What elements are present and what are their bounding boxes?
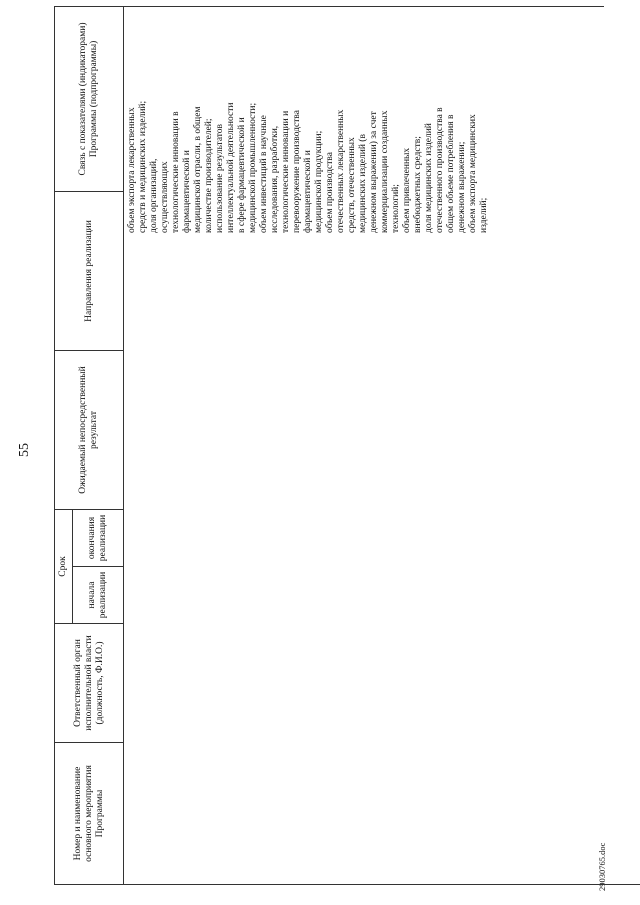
header-indicators: Связь с показателями (индикаторами) Программы (подпрограммы) [78, 22, 99, 176]
indicator-line: осуществляющих [160, 161, 170, 233]
indicator-line: внебюджетных средств; [413, 136, 423, 233]
indicators-text [127, 11, 490, 233]
header-term-start: начала реализации [87, 571, 108, 619]
indicator-line: технологий; [391, 184, 401, 233]
indicator-line: медицинской продукции; [314, 130, 324, 233]
indicator-line: фармацевтической и [182, 150, 192, 233]
indicator-line: отечественных лекарственных [336, 109, 346, 233]
indicator-line: медицинской отрасли, в общем [193, 106, 203, 233]
indicator-line: фармацевтической и [303, 150, 313, 233]
indicator-line: использование результатов [215, 123, 225, 233]
indicator-line: денежном выражении) за счет [369, 111, 379, 233]
document-filename: 29030765.doc [597, 842, 607, 891]
indicator-line: общем объеме потребления в [446, 114, 456, 233]
page-number: 55 [17, 443, 32, 457]
indicator-line: объем привлеченных [402, 147, 412, 233]
indicator-line: количестве производителей; [204, 118, 214, 233]
table-right-border [54, 6, 604, 7]
indicator-line: объем экспорта лекарственных [127, 107, 137, 233]
indicator-line: перевооружение производства [292, 110, 302, 233]
indicator-line: медицинской промышленности; [248, 102, 258, 233]
header-bottom-border [123, 7, 124, 885]
indicator-line: в сфере фармацевтической и [237, 117, 247, 233]
table-left-border [54, 884, 640, 885]
indicator-line: медицинских изделий (в [358, 134, 368, 233]
header-directions: Направления реализации [83, 220, 94, 322]
indicator-line: доля медицинских изделий [424, 123, 434, 233]
indicator-line: средств, отечественных [347, 137, 357, 233]
indicator-line: средств и медицинских изделий; [138, 100, 148, 233]
header-term-end: окончания реализации [87, 514, 108, 562]
indicator-line: технологические инновации в [171, 111, 181, 233]
indicator-line: объем инвестиций в научные [259, 115, 269, 233]
indicator-line: денежном выражении; [457, 141, 467, 233]
header-term: Срок [58, 556, 68, 577]
indicator-line: отечественного производства в [435, 107, 445, 233]
indicator-line: объем производства [325, 152, 335, 233]
indicator-line: доля организаций, [149, 158, 159, 233]
header-responsible: Ответственный орган исполнительной власти (должность, Ф.И.О.) [72, 635, 105, 731]
header-number-name: Номер и наименование основного мероприятия Программы [72, 765, 105, 862]
indicator-line: технологические инновации и [281, 110, 291, 233]
indicator-line: интеллектуальной деятельности [226, 102, 236, 233]
header-expected-result: Ожидаемый непосредственный результат [78, 366, 99, 494]
indicator-line: исследования, разработки, [270, 125, 280, 233]
indicator-line: коммерциализации созданных [380, 110, 390, 233]
indicator-line: изделий; [479, 197, 489, 233]
indicator-line: объем экспорта медицинских [468, 114, 478, 233]
